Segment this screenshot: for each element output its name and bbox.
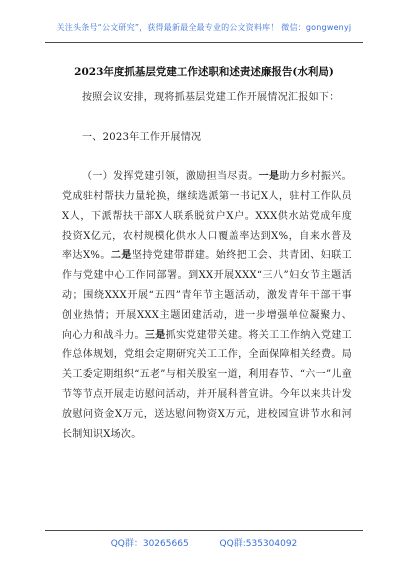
document-body [62,88,352,444]
point-marker-2: 二是 [110,250,132,262]
body-paragraph [62,167,352,444]
footer-qq-group-1[interactable]: QQ群：30265665 [110,539,189,549]
intro-paragraph: 按照会议安排，现将抓基层党建工作开展情况汇报如下： [82,92,340,103]
header-divider [45,42,363,43]
point-marker-1: 一是 [258,171,280,183]
footer-qq-group-2[interactable]: QQ群:535304092 [219,539,298,549]
document-title: 2023年度抓基层党建工作述职和述责述廉报告(水利局) [74,66,334,78]
footer-divider [45,530,363,531]
footer [0,536,408,549]
header-banner[interactable]: 关注头条号“公文研究”，获得最新最全最专业的公文资料库！ 微信：gongwenyj [56,23,352,32]
section-heading: 一、2023年工作开展情况 [82,131,202,143]
point-marker-3: 三是 [144,329,166,341]
point-text-1: 助力乡村振兴。党成驻村帮扶力量轮换，继续选派第一书记X人，驻村工作队员X人，下派帮扶干部X人联系脱贫户X户。XXX供水站党成年度投资X亿元，农村规模化供水人口覆盖率达到X%，自来水普及率达X%。 [62,171,352,262]
subsection-heading: （一）发挥党建引领，激励担当尽责。 [82,171,259,183]
point-text-3: 抓实党建带关建。将关工工作纳入党建工作总体规划，党组会定期研究关工工作，全面保障相关经费。局关工委定期组织“五老”与相关股室一道，利用春节、“六一”儿童节等节点开展走访慰问活动，并开展科普宣讲。今年以来共计发放慰问资金X万元，送达慰问物资X万元，进校园宣讲节水和河长制知识X场次。 [62,329,352,440]
point-text-2: 坚持党建带群建。始终把工会、共青团、妇联工作与党建中心工作同部署。到XX开展XXX“三八”妇女节主题活动；围绕XXX开展“五四”青年节主题活动，激发青年干部干事创业热情；开展XXX主题团建活动，进一步增强单位凝聚力、向心力和战斗力。 [62,250,352,341]
